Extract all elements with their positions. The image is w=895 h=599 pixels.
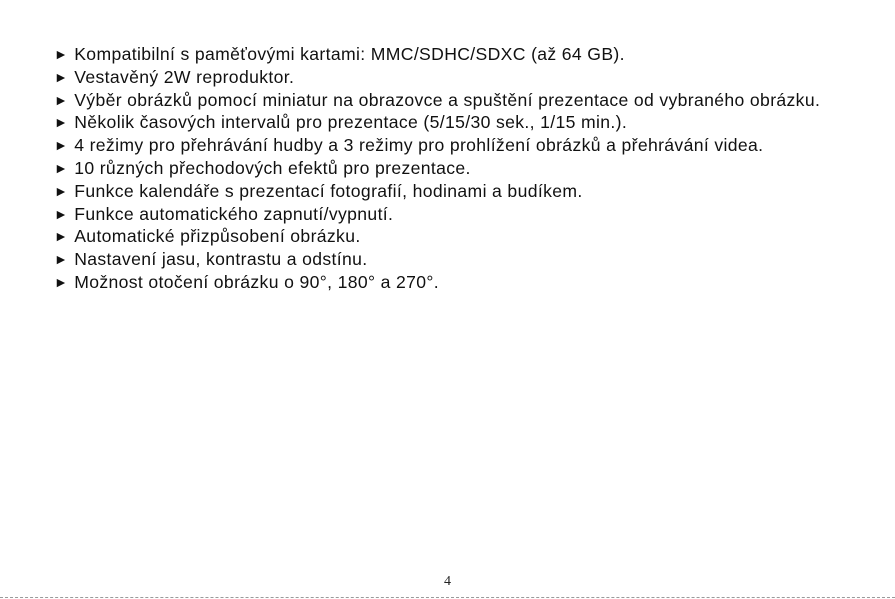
- feature-text: Vestavěný 2W reproduktor.: [74, 66, 295, 87]
- bottom-divider: [0, 597, 895, 598]
- feature-item: [54, 44, 884, 67]
- bullet-arrow-icon: ►: [54, 114, 69, 131]
- feature-item: [54, 67, 884, 90]
- bullet-arrow-icon: ►: [54, 91, 69, 108]
- bullet-arrow-icon: ►: [54, 273, 69, 290]
- feature-text: Několik časových intervalů pro prezentace (5/15/30 sek., 1/15 min.).: [74, 112, 628, 133]
- feature-text: Nastavení jasu, kontrastu a odstínu.: [74, 249, 368, 270]
- bullet-arrow-icon: ►: [54, 46, 69, 62]
- page-number: 4: [444, 574, 451, 589]
- feature-item: [54, 272, 884, 295]
- bullet-arrow-icon: ►: [54, 251, 69, 268]
- bullet-arrow-icon: ►: [54, 182, 69, 199]
- feature-text: 10 různých přechodových efektů pro prezentace.: [74, 157, 471, 178]
- bullet-arrow-icon: ►: [54, 159, 69, 176]
- feature-item: [54, 158, 884, 181]
- feature-item: [54, 204, 884, 227]
- feature-item: [54, 112, 884, 135]
- bullet-arrow-icon: ►: [54, 228, 69, 245]
- bullet-arrow-icon: ►: [54, 205, 69, 222]
- feature-item: [54, 90, 884, 113]
- feature-text: 4 režimy pro přehrávání hudby a 3 režimy pro prohlížení obrázků a přehrávání videa.: [74, 135, 764, 156]
- feature-text: Funkce automatického zapnutí/vypnutí.: [74, 203, 394, 224]
- feature-text: Kompatibilní s paměťovými kartami: MMC/SDHC/SDXC (až 64 GB).: [74, 44, 625, 64]
- feature-text: Funkce kalendáře s prezentací fotografií, hodinami a budíkem.: [74, 180, 583, 201]
- feature-list: [54, 44, 884, 295]
- feature-item: [54, 135, 884, 158]
- bullet-arrow-icon: ►: [54, 68, 69, 85]
- feature-item: [54, 226, 884, 249]
- feature-text: Automatické přizpůsobení obrázku.: [74, 226, 361, 247]
- feature-item: [54, 181, 884, 204]
- feature-text: Výběr obrázků pomocí miniatur na obrazovce a spuštění prezentace od vybraného obrázku.: [74, 89, 821, 110]
- feature-item: [54, 249, 884, 272]
- feature-text: Možnost otočení obrázku o 90°, 180° a 270°.: [74, 271, 440, 292]
- bullet-arrow-icon: ►: [54, 137, 69, 154]
